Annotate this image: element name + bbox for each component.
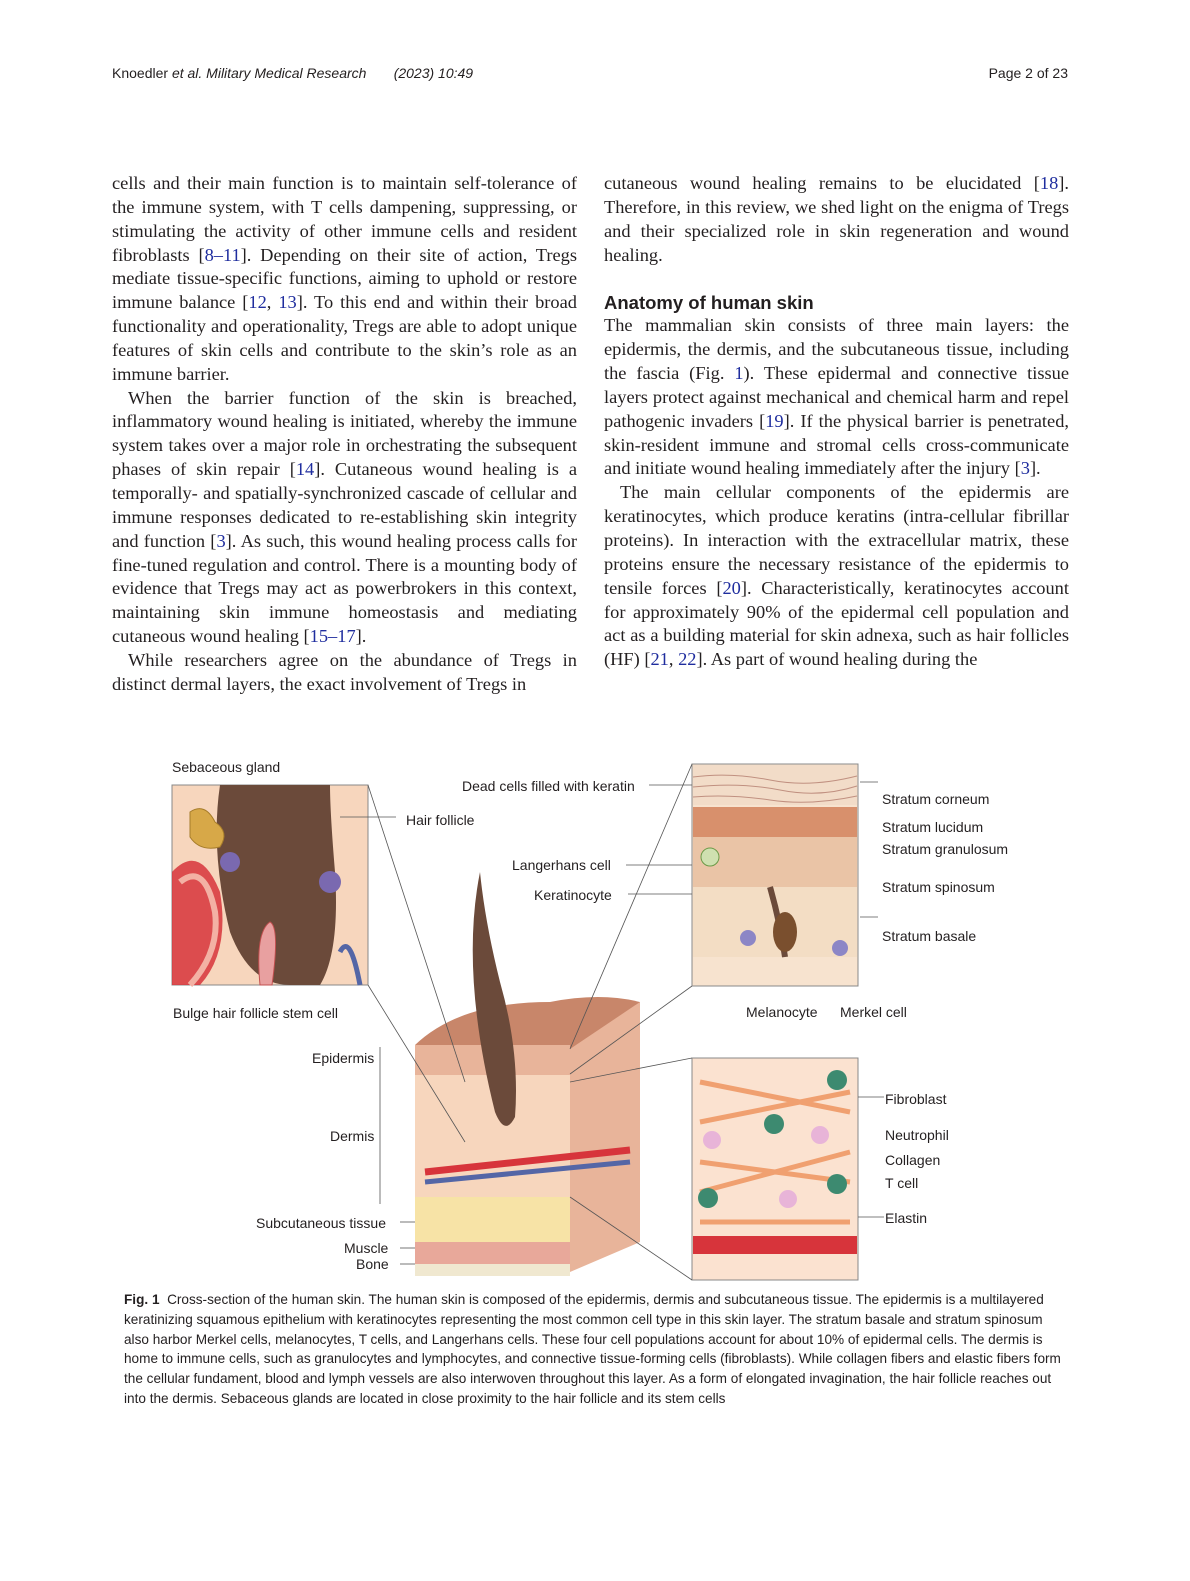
citation-link[interactable]: 19 bbox=[765, 410, 784, 431]
paragraph: cells and their main function is to maintain self-tolerance of the immune system, with T cells dampening, suppressing, or stimulating the activity of other immune cells and resident fibroblasts [8–11]. Depending on their site of action, Tregs mediate tissue-specific functions, aiming to uphold or restore immune balance [12, 13]. To this end and within their broad functionality and operationality, Tregs are able to adopt unique features of skin cells and contribute to the skin’s role as an immune barrier. bbox=[112, 173, 577, 384]
label-stratum-lucidum: Stratum lucidum bbox=[882, 819, 984, 835]
citation-link[interactable]: 21 bbox=[650, 649, 669, 670]
label-stratum-spinosum: Stratum spinosum bbox=[882, 879, 995, 895]
citation-link[interactable]: 14 bbox=[295, 459, 315, 480]
label-fibroblast: Fibroblast bbox=[885, 1091, 947, 1107]
citation-link[interactable]: 12 bbox=[248, 292, 267, 313]
citation-link[interactable]: 3 bbox=[216, 530, 226, 551]
figure-caption bbox=[124, 1290, 1066, 1409]
label-stratum-basale: Stratum basale bbox=[882, 928, 977, 944]
label-hair-follicle: Hair follicle bbox=[406, 812, 475, 828]
label-sebaceous-gland: Sebaceous gland bbox=[172, 759, 281, 775]
citation-link[interactable]: 13 bbox=[278, 292, 297, 313]
epidermis-inset bbox=[692, 764, 858, 986]
section-title: Anatomy of human skin bbox=[604, 292, 814, 314]
label-collagen: Collagen bbox=[885, 1152, 941, 1168]
citation-link[interactable]: 15–17 bbox=[309, 626, 356, 647]
label-keratinocyte: Keratinocyte bbox=[534, 887, 612, 903]
running-header bbox=[112, 64, 473, 82]
paragraph: The mammalian skin consists of three main layers: the epidermis, the dermis, and the subcutaneous tissue, including the fascia (Fig. 1). These epidermal and connective tissue layers protect against mechanical and chemical harm and repel pathogenic invaders [19]. If the physical barrier is penetrated, skin-resident immune and stromal cells cross-communicate and initiate wound healing immediately after the injury [3]. bbox=[604, 315, 1069, 479]
label-neutrophil: Neutrophil bbox=[885, 1127, 949, 1143]
sebaceous-inset bbox=[172, 785, 368, 985]
label-subcutaneous: Subcutaneous tissue bbox=[256, 1215, 386, 1231]
label-elastin: Elastin bbox=[885, 1210, 928, 1226]
left-column bbox=[112, 172, 577, 697]
label-melanocyte: Melanocyte bbox=[746, 1004, 818, 1020]
label-bone: Bone bbox=[356, 1256, 389, 1272]
paragraph: While researchers agree on the abundance of Tregs in distinct dermal layers, the exact involvement of Tregs in bbox=[112, 649, 577, 694]
label-stratum-granulosum: Stratum granulosum bbox=[882, 841, 1009, 857]
label-muscle: Muscle bbox=[344, 1240, 389, 1256]
skin-block bbox=[415, 872, 640, 1276]
paragraph: cutaneous wound healing remains to be elucidated [18]. Therefore, in this review, we shed light on the enigma of Tregs and their specialized role in skin regeneration and wound healing. bbox=[604, 173, 1069, 265]
caption-text: Cross-section of the human skin. The human skin is composed of the epidermis, dermis and subcutaneous tissue. The epidermis is a multilayered keratinizing squamous epithelium with keratinocytes representing the most common cell type in this skin layer. The stratum basale and stratum spinosum also harbor Merkel cells, melanocytes, T cells, and Langerhans cells. These four cell populations account for about 10% of epidermal cells. The dermis is home to immune cells, such as granulocytes and lymphocytes, and connective tissue-forming cells (fibroblasts). While collagen fibers and elastic fibers form the cellular fundament, blood and lymph vessels are also interwoven throughout this layer. As a form of elongated invagination, the hair follicle reaches out into the dermis. Sebaceous glands are located in close proximity to the hair follicle and its stem cells bbox=[124, 1292, 1061, 1406]
header-authors: Knoedler bbox=[112, 65, 172, 81]
citation-link[interactable]: 22 bbox=[678, 649, 697, 670]
citation-link[interactable]: 8–11 bbox=[204, 244, 241, 265]
header-journal: et al. Military Medical Research bbox=[171, 65, 367, 81]
label-merkel-cell: Merkel cell bbox=[840, 1004, 907, 1020]
page-number: Page 2 of 23 bbox=[988, 65, 1068, 81]
caption-label: Fig. 1 bbox=[124, 1292, 160, 1307]
label-langerhans-cell: Langerhans cell bbox=[512, 857, 611, 873]
paragraph: When the barrier function of the skin is breached, inflammatory wound healing is initiated, whereby the immune system takes over a major role in orchestrating the subsequent phases of skin repair [14]. Cutaneous wound healing is a temporally- and spatially-synchronized cascade of cellular and immune responses dedicated to re-establishing skin integrity and function [3]. As such, this wound healing process calls for fine-tuned regulation and control. There is a mounting body of evidence that Tregs may act as powerbrokers in this context, maintaining skin immune homeostasis and mediating cutaneous wound healing [15–17]. bbox=[112, 387, 577, 647]
skin-figure bbox=[160, 752, 1060, 1287]
label-dermis: Dermis bbox=[330, 1128, 375, 1144]
right-column bbox=[604, 172, 1069, 672]
citation-link[interactable]: 20 bbox=[722, 577, 741, 598]
label-dead-cells: Dead cells filled with keratin bbox=[462, 778, 635, 794]
dermis-inset bbox=[692, 1058, 858, 1280]
label-bulge-stem-cell: Bulge hair follicle stem cell bbox=[173, 1005, 338, 1021]
citation-link[interactable]: 1 bbox=[734, 363, 744, 384]
label-t-cell: T cell bbox=[885, 1175, 919, 1191]
citation-link[interactable]: 18 bbox=[1039, 173, 1059, 193]
paragraph: The main cellular components of the epidermis are keratinocytes, which produce keratins (intra-cellular fibrillar proteins). In interaction with the extracellular matrix, these proteins ensure the necessary resistance of the epidermis to tensile forces [20]. Characteristically, keratinocytes account for approximately 90% of the epidermal cell population and act as a building material for skin adnexa, such as hair follicles (HF) [21, 22]. As part of wound healing during the bbox=[604, 482, 1069, 670]
citation-link[interactable]: 3 bbox=[1020, 458, 1030, 479]
header-year: (2023) 10:49 bbox=[393, 65, 474, 81]
label-stratum-corneum: Stratum corneum bbox=[882, 791, 990, 807]
label-epidermis: Epidermis bbox=[312, 1050, 375, 1066]
